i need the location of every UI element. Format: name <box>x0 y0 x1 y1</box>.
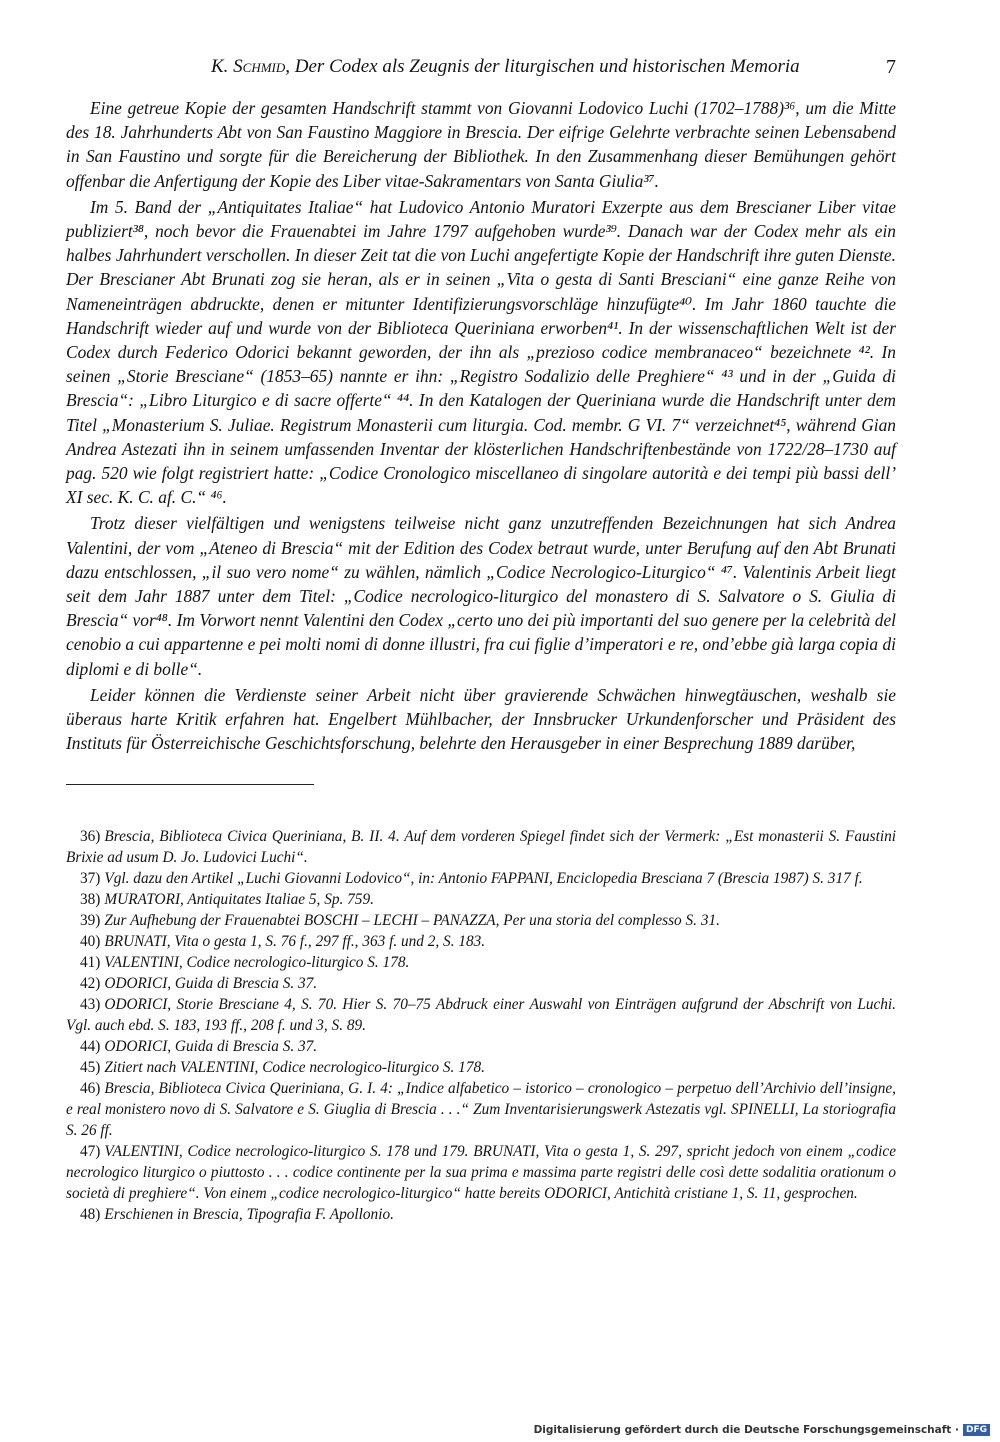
footnote-text: Brescia, Biblioteca Civica Queriniana, B. II. 4. Auf dem vorderen Spiegel findet sich der Vermerk: „Est monasterii S. Faustini Brixie ad usum D. Jo. Ludovici Luchi“. <box>66 828 896 866</box>
footnote-number: 40) <box>80 933 101 950</box>
footnote-number: 36) <box>80 828 101 845</box>
footnote-number: 44) <box>80 1038 101 1055</box>
footnote <box>66 1141 896 1204</box>
footnote <box>66 973 896 994</box>
footnote-number: 41) <box>80 954 101 971</box>
dfg-funding-notice <box>534 1422 990 1438</box>
header-author: K. Schmid, <box>211 56 291 77</box>
footnote-number: 46) <box>80 1080 101 1097</box>
footnote-text: ODORICI, Guida di Brescia S. 37. <box>104 975 318 992</box>
page-number: 7 <box>886 56 896 78</box>
footnote <box>66 1204 896 1225</box>
footnote-text: ODORICI, Storie Bresciane 4, S. 70. Hier S. 70–75 Abdruck einer Auswahl von Einträgen aufgrund der Abschrift von Luchi. Vgl. auch ebd. S. 183, 193 ff., 208 f. und 3, S. 89. <box>66 996 896 1034</box>
body-text <box>66 96 896 757</box>
footnote-number: 45) <box>80 1059 101 1076</box>
footnote <box>66 868 896 889</box>
header-title: Der Codex als Zeugnis der liturgischen und historischen Memoria <box>294 56 800 77</box>
footnote <box>66 910 896 931</box>
footnote <box>66 931 896 952</box>
footnote-number: 42) <box>80 975 101 992</box>
footnote-text: BRUNATI, Vita o gesta 1, S. 76 f., 297 ff., 363 f. und 2, S. 183. <box>104 933 486 950</box>
footnote-text: ODORICI, Guida di Brescia S. 37. <box>104 1038 318 1055</box>
running-header <box>66 52 896 82</box>
footnote-number: 38) <box>80 891 101 908</box>
running-title <box>211 56 800 78</box>
footnote <box>66 1057 896 1078</box>
footnotes <box>66 826 896 1225</box>
paragraph-1: Eine getreue Kopie der gesamten Handschrift stammt von Giovanni Lodovico Luchi (1702–1788)³⁶, um die Mitte des 18. Jahrhunderts Abt von San Faustino Maggiore in Brescia. Der eifrige Gelehrte verbrachte seinen Lebensabend in San Faustino und sorgte für die Bereicherung der Bibliothek. In den Zusammenhang dieser Bemühungen gehört offenbar die Anfertigung der Kopie des Liber vitae-Sakramentars von Santa Giulia³⁷. <box>66 98 896 191</box>
paragraph-4: Leider können die Verdienste seiner Arbeit nicht über gravierende Schwächen hinwegtäuschen, weshalb sie überaus harte Kritik erfahren hat. Engelbert Mühlbacher, der Innsbrucker Urkundenforscher und Präsident des Instituts für Österreichische Geschichtsforschung, belehrte den Herausgeber in einer Besprechung 1889 darüber, <box>66 684 896 754</box>
footnote <box>66 952 896 973</box>
footnote <box>66 826 896 868</box>
footnote <box>66 994 896 1036</box>
footnote <box>66 889 896 910</box>
footnote-text: Zitiert nach VALENTINI, Codice necrologico-liturgico S. 178. <box>104 1059 485 1076</box>
footnote <box>66 1078 896 1141</box>
footnote-number: 43) <box>80 996 101 1013</box>
footnote-text: Vgl. dazu den Artikel „Luchi Giovanni Lodovico“, in: Antonio FAPPANI, Enciclopedia Bresciana 7 (Brescia 1987) S. 317 f. <box>104 870 863 887</box>
footnote-number: 47) <box>80 1143 101 1160</box>
footnote-text: Erschienen in Brescia, Tipografia F. Apollonio. <box>104 1206 394 1223</box>
paragraph-3: Trotz dieser vielfältigen und wenigstens teilweise nicht ganz unzutreffenden Bezeichnungen hat sich Andrea Valentini, der vom „Ateneo di Brescia“ mit der Edition des Codex betraut wurde, unter Berufung auf den Abt Brunati dazu entschlossen, „il suo vero nome“ zu wählen, nämlich „Codice Necrologico-Liturgico“ ⁴⁷. Valentinis Arbeit liegt seit dem Jahr 1887 unter dem Titel: „Codice necrologico-liturgico del monastero di S. Salvatore o S. Giulia di Brescia“ vor⁴⁸. Im Vorwort nennt Valentini den Codex „certo uno dei più importanti del suo genere per la celebrità del cenobio a cui appartenne e pei molti nomi di donne illustri, fra cui figlie d’imperatori e re, ond’ebbe già larga copia di diplomi e di bolle“. <box>66 513 896 679</box>
dfg-logo: DFG <box>963 1424 990 1436</box>
footnote-text: VALENTINI, Codice necrologico-liturgico S. 178 und 179. BRUNATI, Vita o gesta 1, S. 297, spricht jedoch von einem „codice necrologico liturgico o piuttosto . . . codice continente per la sua prima e massima parte registri delle così dette sodalitia orationum o società di preghiere“. Von einem „codice necrologico-liturgico“ hatte bereits ODORICI, Antichità cristiane 1, S. 11, gesprochen. <box>66 1143 896 1202</box>
footnote-text: VALENTINI, Codice necrologico-liturgico S. 178. <box>104 954 410 971</box>
footnote-number: 37) <box>80 870 101 887</box>
footnote-text: Brescia, Biblioteca Civica Queriniana, G. I. 4: „Indice alfabetico – istorico – cronologico – perpetuo dell’Archivio dell’insigne, e real monistero novo di S. Salvatore e S. Giuglia di Brescia . . .“ Zum Inventarisierungswerk Astezatis vgl. SPINELLI, La storiografia S. 26 ff. <box>66 1080 896 1139</box>
footnote-number: 48) <box>80 1206 101 1223</box>
footnote-text: MURATORI, Antiquitates Italiae 5, Sp. 759. <box>104 891 374 908</box>
footnote-rule <box>66 784 314 785</box>
footnote <box>66 1036 896 1057</box>
paragraph-2: Im 5. Band der „Antiquitates Italiae“ hat Ludovico Antonio Muratori Exzerpte aus dem Brescianer Liber vitae publiziert³⁸, noch bevor die Frauenabtei im Jahre 1797 aufgehoben wurde³⁹. Danach war der Codex mehr als ein halbes Jahrhundert verschollen. In dieser Zeit tat die von Luchi angefertigte Kopie der Handschrift ihre guten Dienste. Der Brescianer Abt Brunati zog sie heran, als er in seinen „Vita o gesta di Santi Bresciani“ eine ganze Reihe von Nameneinträgen abdruckte, denen er mitunter Identifizierungsvorschläge hinzufügte⁴⁰. Im Jahr 1860 tauchte die Handschrift wieder auf und wurde von der Biblioteca Queriniana erworben⁴¹. In der wissenschaftlichen Welt ist der Codex durch Federico Odorici bekannt geworden, der ihn als „prezioso codice membranaceo“ bezeichnete ⁴². In seinen „Storie Bresciane“ (1853–65) nannte er ihn: „Registro Sodalizio delle Preghiere“ ⁴³ und in der „Guida di Brescia“: „Libro Liturgico e di sacre offerte“ ⁴⁴. In den Katalogen der Queriniana wurde die Handschrift unter dem Titel „Monasterium S. Juliae. Registrum Monasterii cum liturgia. Cod. membr. G VI. 7“ verzeichnet⁴⁵, während Gian Andrea Astezati ihn in seinem umfassenden Inventar der klösterlichen Handschriftenbestände von 1722/28–1730 auf pag. 520 wie folgt registriert hatte: „Codice Cronologico miscellaneo di singolare autorità e dei tempi più bassi dell’ XI sec. K. C. af. C.“ ⁴⁶. <box>66 196 896 508</box>
funding-text: Digitalisierung gefördert durch die Deutsche Forschungsgemeinschaft · <box>533 1424 959 1436</box>
footnote-number: 39) <box>80 912 101 929</box>
footnote-text: Zur Aufhebung der Frauenabtei BOSCHI – LECHI – PANAZZA, Per una storia del complesso S. 31. <box>104 912 720 929</box>
